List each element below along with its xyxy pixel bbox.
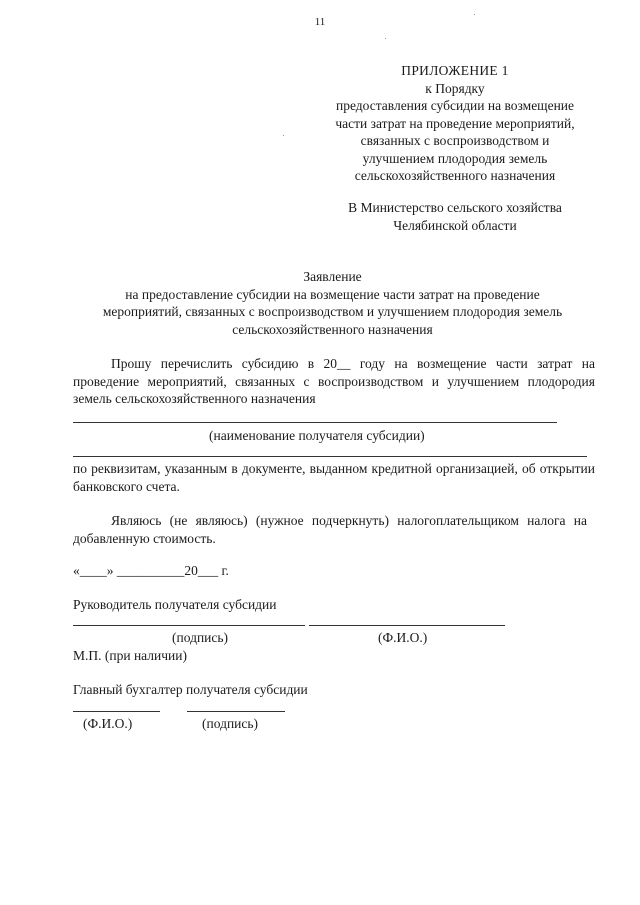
scan-speck xyxy=(283,135,284,136)
document-heading xyxy=(60,268,605,338)
addressee-line-1: В Министерство сельского хозяйства xyxy=(348,200,562,215)
recipient-name-line xyxy=(73,422,557,423)
scan-speck xyxy=(474,14,475,15)
appendix-block xyxy=(300,62,610,185)
accountant-signature-line xyxy=(187,711,285,712)
recipient-name-line-2 xyxy=(73,456,587,457)
appendix-line: улучшением плодородия земель xyxy=(362,150,548,166)
head-signature-line xyxy=(73,625,305,626)
requisites-paragraph: по реквизитам, указанным в документе, выданном кредитной организацией, об открытии банковского счета. xyxy=(73,461,595,494)
recipient-caption: (наименование получателя субсидии) xyxy=(209,428,425,443)
appendix-line: связанных с воспроизводством и xyxy=(360,133,550,148)
head-name-line xyxy=(309,625,505,626)
accountant-signature-caption: (подпись) xyxy=(202,716,259,731)
accountant-name-caption: (Ф.И.О.) xyxy=(83,716,133,731)
appendix-line: сельскохозяйственного назначения xyxy=(354,168,556,183)
head-name-caption: (Ф.И.О.) xyxy=(378,630,428,645)
appendix-title: ПРИЛОЖЕНИЕ 1 xyxy=(401,63,509,78)
date-line: «____» __________20___ г. xyxy=(73,563,229,578)
stamp-note: М.П. (при наличии) xyxy=(73,648,187,663)
heading-line-1: на предоставление субсидии на возмещение части затрат на проведение xyxy=(125,286,540,302)
scan-speck xyxy=(385,38,386,39)
page-number: 11 xyxy=(314,16,326,28)
accountant-signature-label: Главный бухгалтер получателя субсидии xyxy=(73,682,308,697)
vat-paragraph: Являюсь (не являюсь) (нужное подчеркнуть) налогоплательщиком налога на добавленную стоимость. xyxy=(73,513,587,546)
appendix-line: предоставления субсидии на возмещение xyxy=(335,98,575,113)
addressee-line-2: Челябинской области xyxy=(393,217,517,233)
head-signature-caption: (подпись) xyxy=(172,630,229,645)
head-signature-label: Руководитель получателя субсидии xyxy=(73,597,277,612)
heading-line-2: мероприятий, связанных с воспроизводством и улучшением плодородия земель xyxy=(102,304,563,319)
accountant-name-line xyxy=(73,711,160,712)
document-title: Заявление xyxy=(303,269,362,284)
addressee-block xyxy=(300,199,610,234)
appendix-line: части затрат на проведение мероприятий, xyxy=(335,115,575,131)
request-paragraph: Прошу перечислить субсидию в 20__ году на возмещение части затрат на проведение мероприятий, связанных с воспроизводством и улучшением плодородия земель сельскохозяйственного назначения xyxy=(73,356,595,406)
appendix-line: к Порядку xyxy=(425,80,485,96)
heading-line-3: сельскохозяйственного назначения xyxy=(232,321,433,337)
